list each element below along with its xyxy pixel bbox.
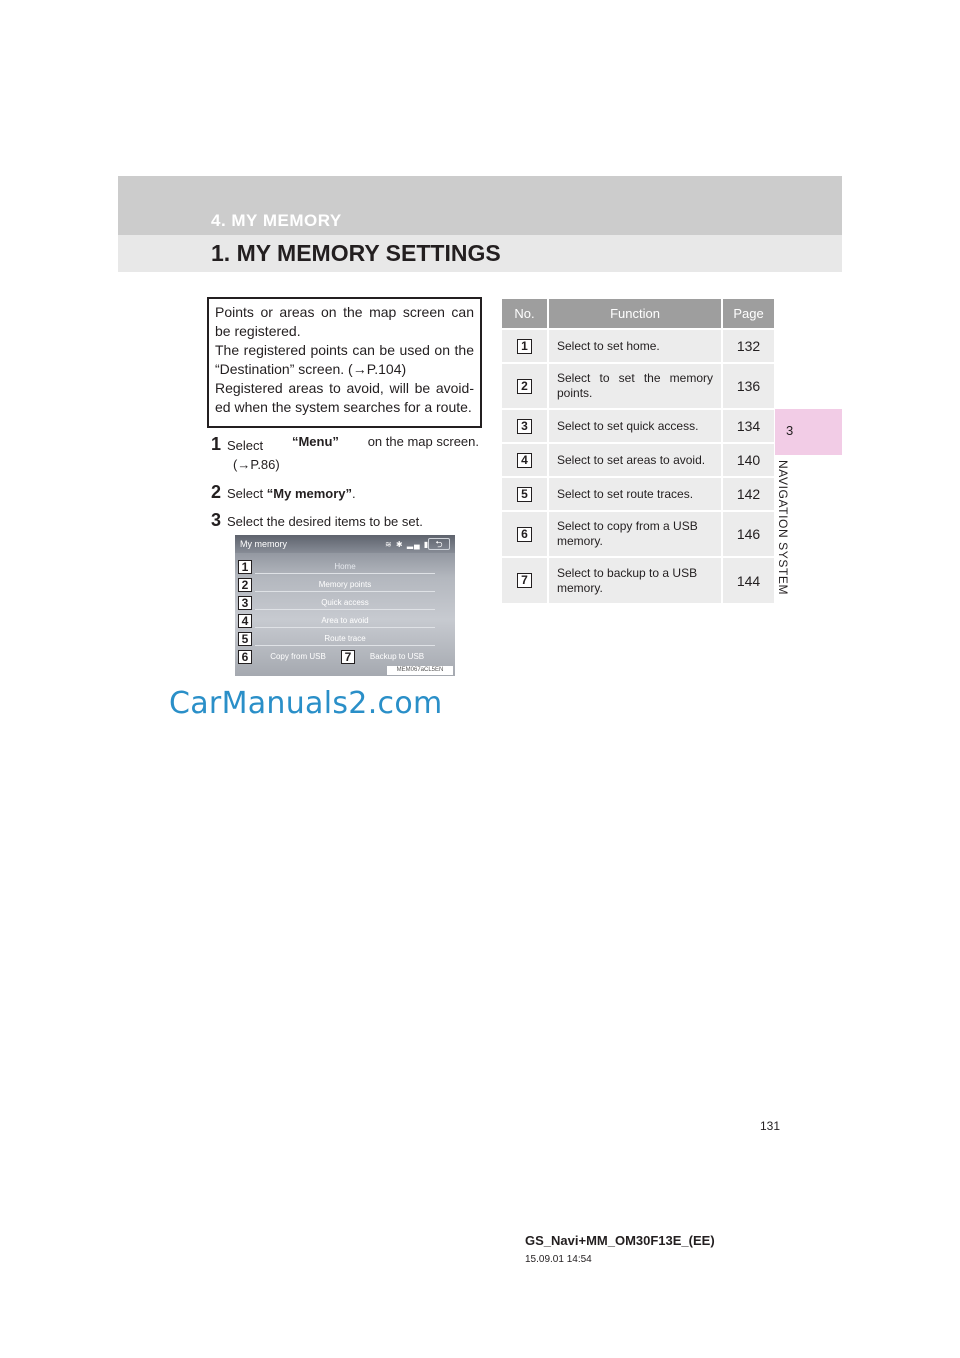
- table-row: [502, 511, 774, 557]
- callout-marker: 3: [238, 596, 252, 610]
- image-code: MEM067aCL5EN: [387, 666, 453, 675]
- my-memory-screenshot: [235, 535, 455, 676]
- page-reference: (→P.86): [233, 457, 280, 472]
- screen-title-bar: [235, 535, 455, 553]
- step-text: Select the desired items to be set.: [227, 514, 423, 529]
- row-function: Select to set route traces.: [548, 477, 722, 511]
- row-number-box: 5: [517, 487, 532, 502]
- column-header-function: Function: [548, 299, 722, 329]
- chapter-number: 3: [786, 423, 794, 438]
- row-page: 146: [722, 511, 774, 557]
- row-page: 144: [722, 557, 774, 603]
- row-page: 136: [722, 363, 774, 409]
- step-number: 3: [211, 510, 222, 530]
- back-icon: ⮌: [428, 538, 450, 550]
- chapter-label-text: NAVIGATION SYSTEM: [776, 460, 790, 596]
- step-text: .: [352, 486, 356, 501]
- row-page: 134: [722, 409, 774, 443]
- row-number-box: 4: [517, 453, 532, 468]
- home-option: Home: [255, 560, 435, 574]
- my-memory-keyword: “My memory”: [266, 486, 353, 501]
- step-1: [211, 434, 479, 472]
- callout-marker: 6: [238, 650, 252, 664]
- callout-marker: 7: [341, 650, 355, 664]
- row-function: Select to set areas to avoid.: [548, 443, 722, 477]
- chapter-tab: [775, 409, 842, 455]
- area-to-avoid-option: Area to avoid: [255, 614, 435, 628]
- document-id: GS_Navi+MM_OM30F13E_(EE): [525, 1233, 715, 1248]
- step-text: Select: [227, 438, 264, 453]
- step-2: [211, 482, 356, 503]
- row-function: Select to set the memory points.: [548, 363, 722, 409]
- column-header-no: No.: [502, 299, 548, 329]
- row-function: Select to set home.: [548, 329, 722, 363]
- step-text: Select: [227, 486, 264, 501]
- route-trace-option: Route trace: [255, 632, 435, 646]
- row-function: Select to copy from a USB memory.: [548, 511, 722, 557]
- row-page: 140: [722, 443, 774, 477]
- screen-title: My memory: [240, 539, 287, 549]
- copy-from-usb-option: Copy from USB: [270, 652, 326, 661]
- page-title: 1. MY MEMORY SETTINGS: [211, 240, 501, 266]
- step-number: 1: [211, 434, 222, 454]
- memory-points-option: Memory points: [255, 578, 435, 592]
- intro-line-3: Registered areas to avoid, will be avoid-ed when the system searches for a route.: [215, 380, 474, 415]
- column-header-page: Page: [722, 299, 774, 329]
- watermark: CarManuals2.com: [169, 686, 443, 721]
- intro-line-2: The registered points can be used on the “Destination” screen. (→P.104): [215, 342, 474, 377]
- document-timestamp: 15.09.01 14:54: [525, 1254, 592, 1265]
- table-row: [502, 477, 774, 511]
- page-number: 131: [760, 1119, 781, 1133]
- row-page: 132: [722, 329, 774, 363]
- menu-keyword: “Menu”: [291, 434, 339, 449]
- table-row: [502, 557, 774, 603]
- row-page: 142: [722, 477, 774, 511]
- table-row: [502, 363, 774, 409]
- step-3: [211, 510, 423, 531]
- row-number-box: 1: [517, 339, 532, 354]
- table-header-row: [502, 299, 774, 329]
- callout-marker: 1: [238, 560, 252, 574]
- callout-marker: 5: [238, 632, 252, 646]
- row-number-box: 3: [517, 419, 532, 434]
- row-function: Select to set quick access.: [548, 409, 722, 443]
- status-icons: ≋ ✱ ▂▄ ▮: [385, 540, 430, 549]
- table-row: [502, 409, 774, 443]
- table-row: [502, 443, 774, 477]
- table-row: [502, 329, 774, 363]
- quick-access-option: Quick access: [255, 596, 435, 610]
- callout-marker: 2: [238, 578, 252, 592]
- row-function: Select to backup to a USB memory.: [548, 557, 722, 603]
- row-number-box: 7: [517, 573, 532, 588]
- section-title: 4. MY MEMORY: [211, 211, 342, 230]
- intro-line-1: Points or areas on the map screen can be registered.: [215, 304, 474, 339]
- step-number: 2: [211, 482, 222, 502]
- backup-to-usb-option: Backup to USB: [369, 652, 425, 661]
- row-number-box: 2: [517, 379, 532, 394]
- intro-box: [207, 297, 482, 428]
- callout-marker: 4: [238, 614, 252, 628]
- function-table: [502, 299, 774, 603]
- step-text: on the map screen.: [367, 434, 479, 449]
- row-number-box: 6: [517, 527, 532, 542]
